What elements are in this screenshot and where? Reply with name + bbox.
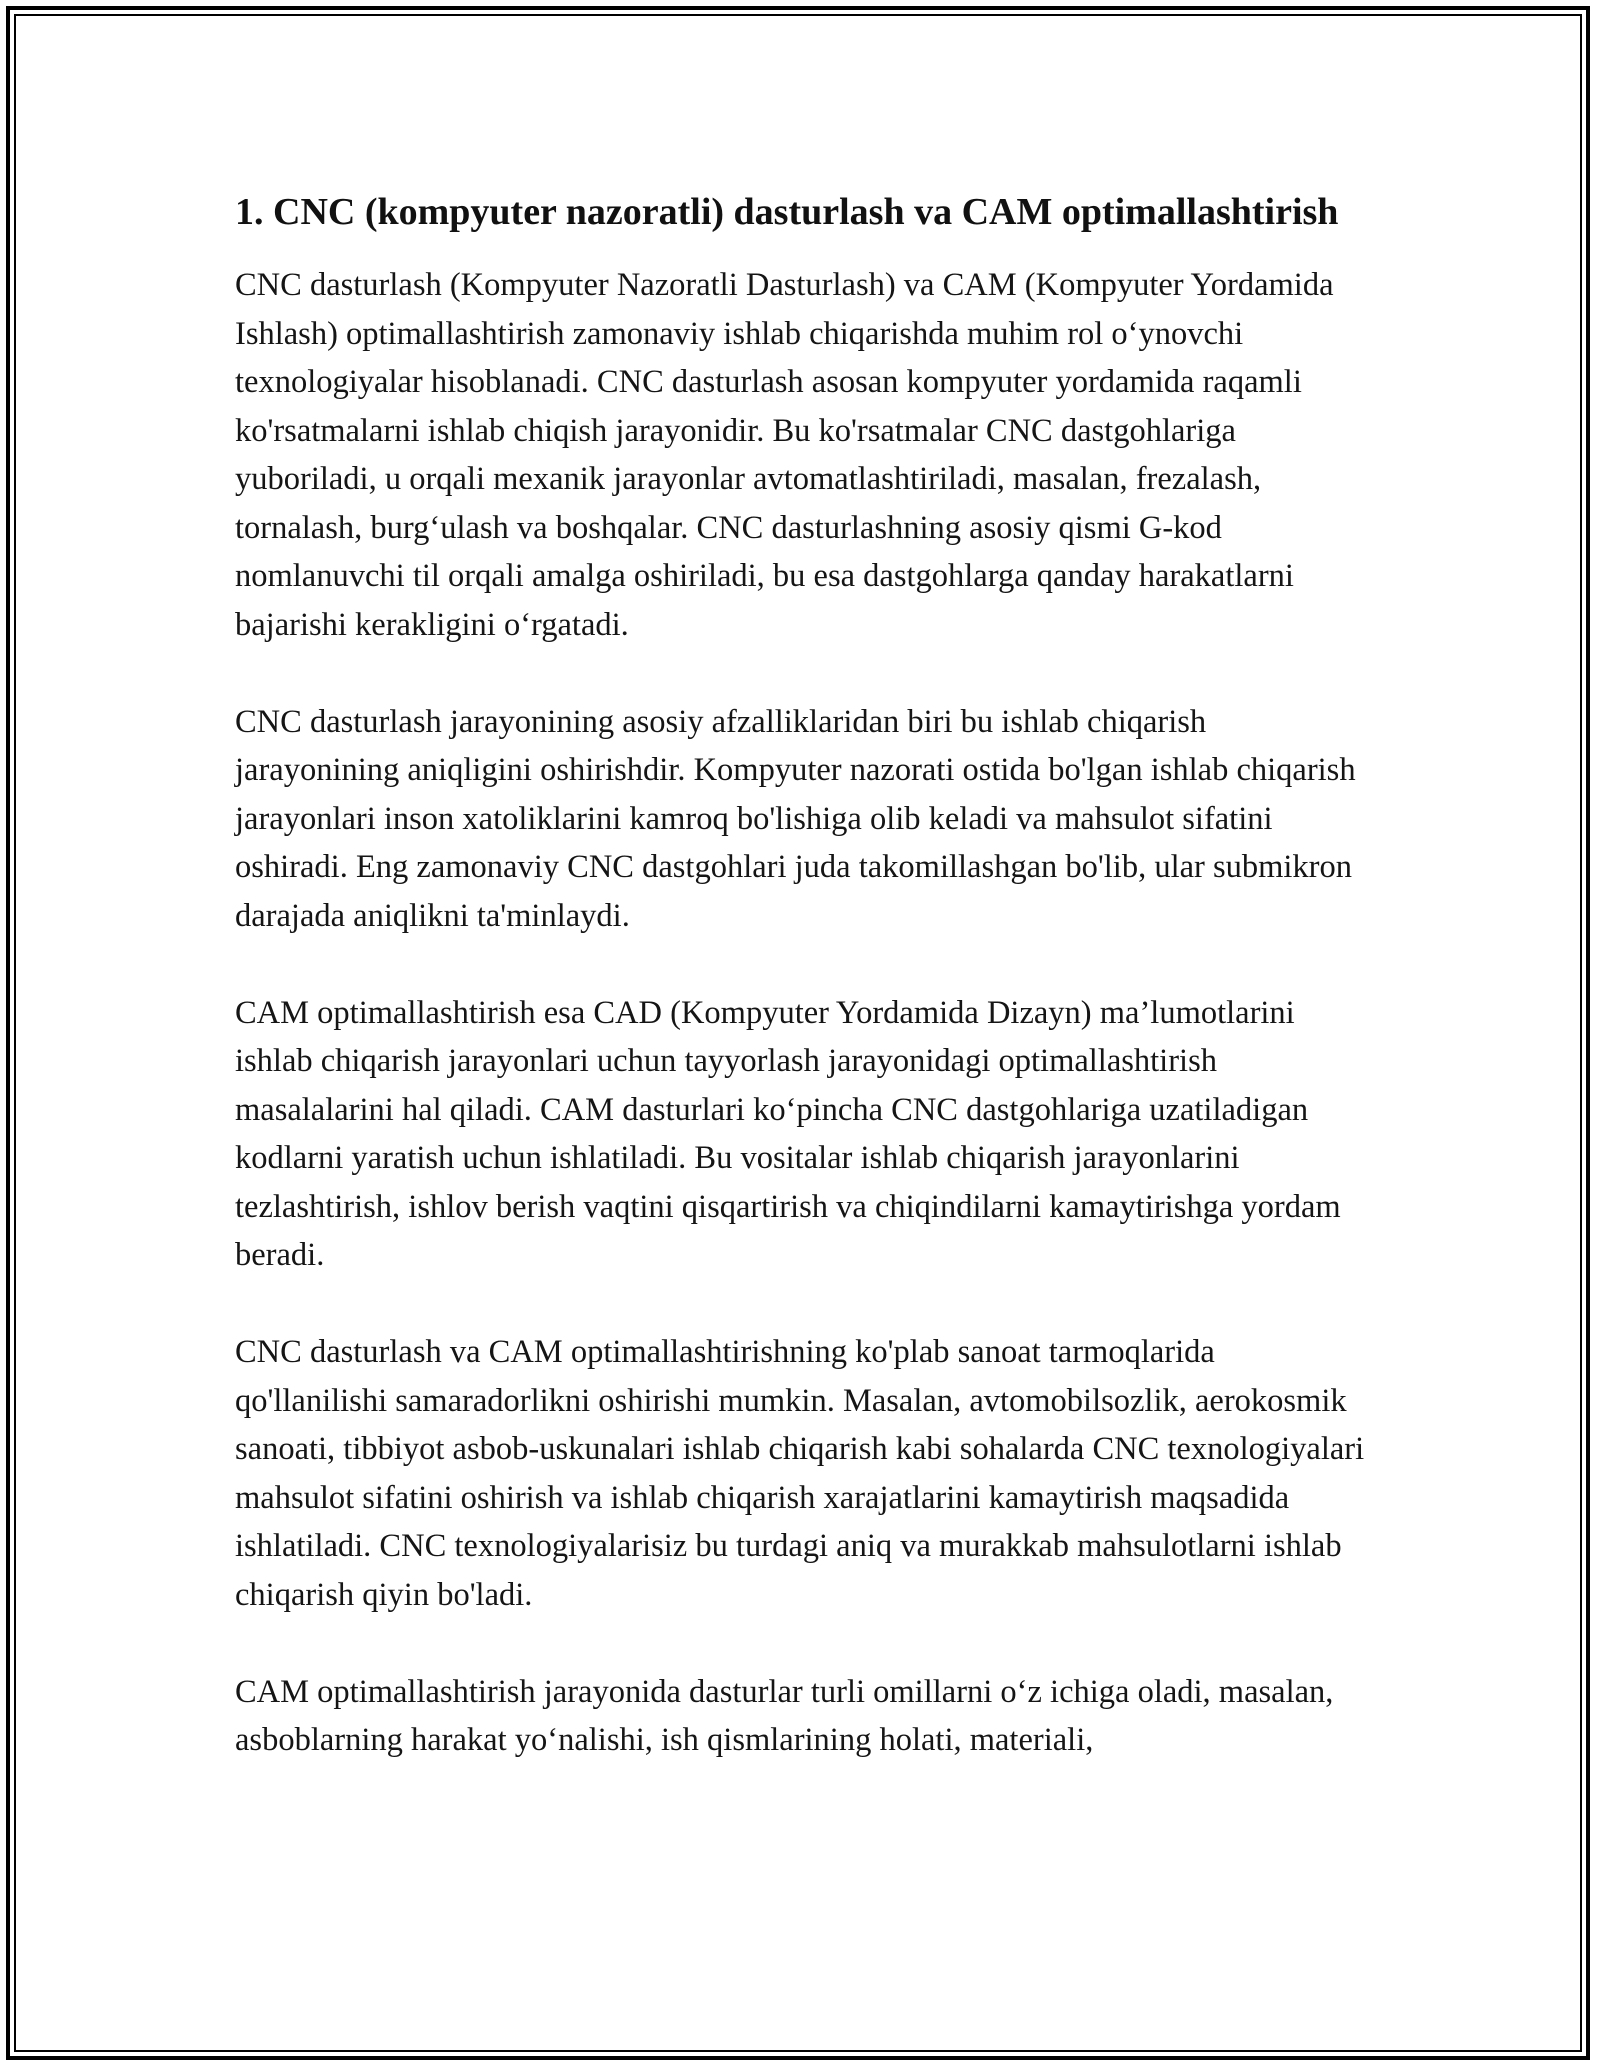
document-body [235, 185, 1375, 1813]
paragraph-5: CAM optimallashtirish jarayonida dasturlar turli omillarni o‘z ichiga oladi, masalan, asboblarning harakat yo‘nalishi, ish qismlarining holati, materiali, [235, 1673, 1334, 1758]
paragraph-4: CNC dasturlash va CAM optimallashtirishning ko'plab sanoat tarmoqlarida qo'llanilishi samaradorlikni oshirishi mumkin. Masalan, avtomobilsozlik, aerokosmik sanoati, tibbiyot asbob-uskunalari ishlab chiqarish kabi sohalarda CNC texnologiyalari mahsulot sifatini oshirish va ishlab chiqarish xarajatlarini kamaytirish maqsadida ishlatiladi. CNC texnologiyalarisiz bu turdagi aniq va murakkab mahsulotlarni ishlab chiqarish qiyin bo'ladi. [235, 1334, 1365, 1613]
paragraph-3: CAM optimallashtirish esa CAD (Kompyuter Yordamida Dizayn) ma’lumotlarini ishlab chiqarish jarayonlari uchun tayyorlash jarayonidagi optimallashtirish masalalarini hal qiladi. CAM dasturlari ko‘pincha CNC dastgohlariga uzatiladigan kodlarni yaratish uchun ishlatiladi. Bu vositalar ishlab chiqarish jarayonlarini tezlashtirish, ishlov berish vaqtini qisqartirish va chiqindilarni kamaytirishga yordam beradi. [235, 994, 1341, 1273]
section-heading: 1. CNC (kompyuter nazoratli) dasturlash va CAM optimallashtirish [235, 191, 1339, 233]
paragraph-1: CNC dasturlash (Kompyuter Nazoratli Dasturlash) va CAM (Kompyuter Yordamida Ishlash) optimallashtirish zamonaviy ishlab chiqarishda muhim rol o‘ynovchi texnologiyalar hisoblanadi. CNC dasturlash asosan kompyuter yordamida raqamli ko'rsatmalarni ishlab chiqish jarayonidir. Bu ko'rsatmalar CNC dastgohlariga yuboriladi, u orqali mexanik jarayonlar avtomatlashtiriladi, masalan, frezalash, tornalash, burg‘ulash va boshqalar. CNC dasturlashning asosiy qismi G-kod nomlanuvchi til orqali amalga oshiriladi, bu esa dastgohlarga qanday harakatlarni bajarishi kerakligini o‘rgatadi. [235, 267, 1334, 643]
paragraph-2: CNC dasturlash jarayonining asosiy afzalliklaridan biri bu ishlab chiqarish jarayonining aniqligini oshirishdir. Kompyuter nazorati ostida bo'lgan ishlab chiqarish jarayonlari inson xatoliklarini kamroq bo'lishiga olib keladi va mahsulot sifatini oshiradi. Eng zamonaviy CNC dastgohlari juda takomillashgan bo'lib, ular submikron darajada aniqlikni ta'minlaydi. [235, 703, 1356, 934]
